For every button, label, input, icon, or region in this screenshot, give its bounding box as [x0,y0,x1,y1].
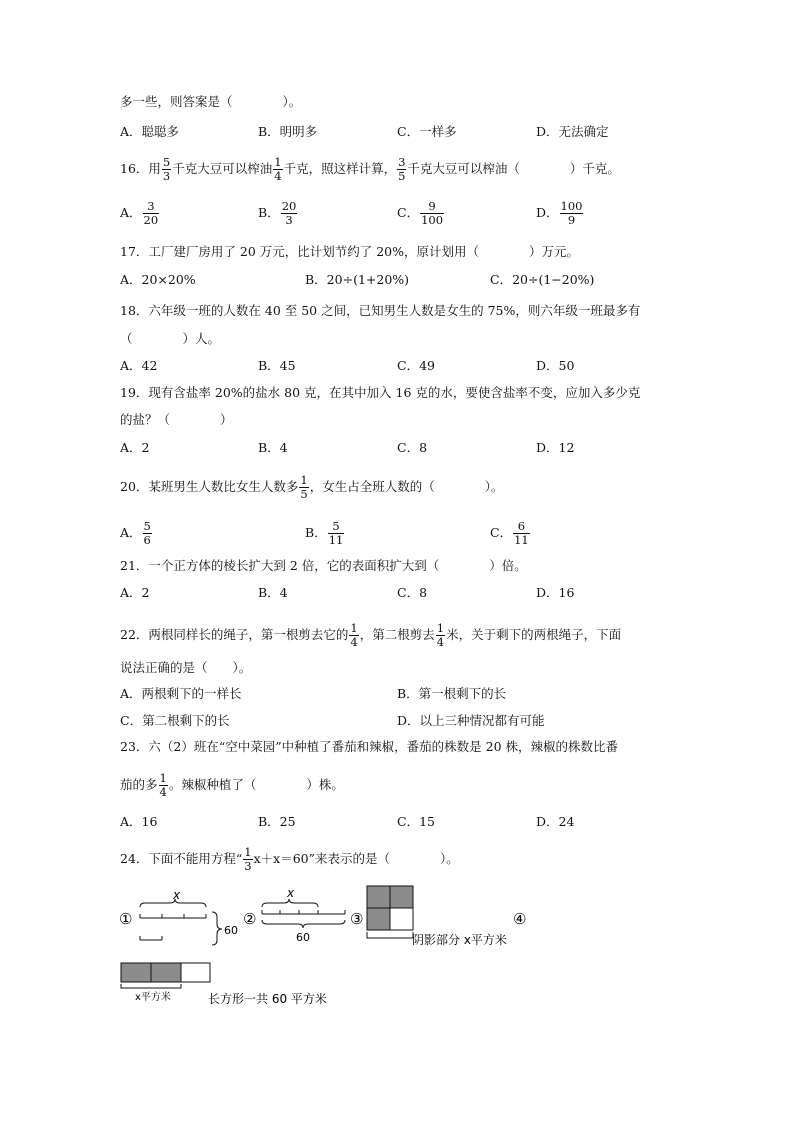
q22-question-line2: 说法正确的是（ ）。 [120,660,252,675]
q17-option-b[interactable]: B．20÷(1+20%) [305,272,410,287]
fraction-denominator: 4 [274,169,282,183]
q20-text-2: ，女生占全班人数的（ ）。 [309,479,504,494]
q21-option-b[interactable]: B．4 [258,585,288,600]
fraction-numerator: 20 [281,199,297,213]
figure-2-60-label: 60 [296,931,310,944]
option-label: C． [490,525,513,540]
fraction-denominator: 4 [436,635,445,649]
option-label: D． [536,205,559,220]
q18-question-line1: 18．六年级一班的人数在 40 至 50 之间，已知男生人数是女生的 75%，则六年级一班最多有 [120,303,641,318]
q22-option-c[interactable]: C．第二根剩下的长 [120,713,230,728]
q15-option-c[interactable]: C．一样多 [397,124,457,139]
q21-option-d[interactable]: D．16 [536,585,575,600]
q16-text-2: 千克大豆可以榨油 [172,161,273,176]
fraction-denominator: 5 [398,169,406,183]
q23-question-line1: 23．六（2）班在“空中菜园”中种植了番茄和辣椒，番茄的株数是 20 株，辣椒的株数比番 [120,739,618,754]
q23-text-2: 。辣椒种植了（ ）株。 [168,777,344,792]
figure-4-rect-label: 长方形一共 60 平方米 [208,992,327,1006]
fraction-numerator: 5 [162,155,171,169]
figure-1-60-label: 60 [224,924,238,937]
option-label: B． [258,205,280,220]
figure-3-shaded-square [367,886,390,908]
q18-option-d[interactable]: D．50 [536,358,575,373]
fraction-numerator: 9 [420,200,444,214]
option-label: A． [120,205,142,220]
fraction-denominator: 4 [159,785,167,799]
q15-option-b[interactable]: B．明明多 [258,124,318,139]
q20-text-1: 20．某班男生人数比女生人数多 [120,479,299,494]
q16-text-1: 16．用 [120,161,161,176]
fraction-denominator: 9 [567,213,576,227]
figure-2-top-brace [262,899,318,907]
fraction-numerator: 6 [513,520,530,534]
figure-3-blank-square [390,908,413,930]
fraction-denominator: 3 [285,213,293,227]
fraction-denominator: 4 [350,635,358,649]
fraction-numerator: 1 [300,473,308,487]
figure-3-number: ③ [350,910,364,928]
q24-text-2: x＋x＝60”来表示的是（ ）。 [253,851,459,866]
q15-option-d[interactable]: D．无法确定 [536,124,609,139]
fraction-numerator: 3 [143,200,160,214]
figure-3-bracket [367,932,413,938]
fraction-denominator: 20 [143,213,159,227]
q22-text-3: 米，关于剩下的两根绳子，下面 [446,627,622,642]
fraction-denominator: 100 [421,213,444,227]
q22-option-a[interactable]: A．两根剩下的一样长 [120,686,242,701]
figure-2-x-label: x [287,886,295,900]
q21-question: 21．一个正方体的棱长扩大到 2 倍，它的表面积扩大到（ ）倍。 [120,558,527,573]
q18-option-b[interactable]: B．45 [258,358,296,373]
fraction-numerator: 5 [328,520,345,534]
figure-4-shaded-part [121,963,151,982]
figure-2-number: ② [243,910,257,928]
fraction-numerator: 1 [159,771,167,785]
fraction-denominator: 11 [514,533,529,547]
figure-2-bottom-brace [262,920,345,928]
q23-option-d[interactable]: D．24 [536,814,575,829]
q15-text-tail: 多一些，则答案是（ ）。 [120,94,302,109]
q23-option-c[interactable]: C．15 [397,814,435,829]
q22-text-2: ，第二根剪去 [359,627,435,642]
option-label: B． [305,525,327,540]
q19-option-a[interactable]: A．2 [120,440,150,455]
q17-option-c[interactable]: C．20÷(1−20%) [490,272,595,287]
fraction-denominator: 5 [300,487,308,501]
q21-option-c[interactable]: C．8 [397,585,428,600]
q17-question: 17．工厂建厂房用了 20 万元，比计划节约了 20%，原计划用（ ）万元。 [120,244,580,259]
fraction-numerator: 1 [436,621,445,635]
figure-4-blank-part [181,963,210,982]
figure-4-number: ④ [513,910,527,928]
figure-1-number: ① [119,910,133,928]
q19-option-b[interactable]: B．4 [258,440,288,455]
fraction-denominator: 11 [328,533,344,547]
q22-text-1: 22．两根同样长的绳子，第一根剪去它的 [120,627,349,642]
option-label: A． [120,525,142,540]
fraction-numerator: 1 [244,845,252,859]
q23-option-b[interactable]: B．25 [258,814,296,829]
fraction-numerator: 5 [143,519,151,533]
q16-text-3: 千克，照这样计算， [283,161,397,176]
figure-3-shaded-square [390,886,413,908]
option-label: C． [397,205,420,220]
q18-option-a[interactable]: A．42 [120,358,158,373]
q19-question-line2: 的盐？（ ） [120,412,233,427]
figure-4-bracket [121,984,181,988]
figure-4-x-sqm-label: x平方米 [135,992,171,1003]
fraction-denominator: 3 [244,859,252,873]
q17-option-a[interactable]: A．20×20% [120,272,196,287]
figure-3-shaded-square [367,908,390,930]
q19-option-c[interactable]: C．8 [397,440,428,455]
q16-text-4: 千克大豆可以榨油（ ）千克。 [407,161,620,176]
q23-option-a[interactable]: A．16 [120,814,158,829]
q19-question-line1: 19．现有含盐率 20%的盐水 80 克，在其中加入 16 克的水，要使含盐率不变，应加入多少克 [120,385,641,400]
fraction-numerator: 3 [398,155,406,169]
figure-4-shaded-part [151,963,181,982]
q18-option-c[interactable]: C．49 [397,358,435,373]
q18-question-line2: （ ）人。 [120,331,221,346]
fraction-numerator: 1 [274,155,282,169]
fraction-numerator: 1 [350,621,358,635]
q24-text-1: 24．下面不能用方程“ [120,851,243,866]
q23-text-1: 茄的多 [120,777,158,792]
fraction-numerator: 100 [560,199,583,213]
figure-1-right-brace [212,912,222,945]
q15-option-a[interactable]: A．聪聪多 [120,124,180,139]
fraction-denominator: 3 [162,169,171,183]
q19-option-d[interactable]: D．12 [536,440,575,455]
q22-option-b[interactable]: B．第一根剩下的长 [397,686,507,701]
figure-1-x-label: x [173,888,181,902]
q22-option-d[interactable]: D．以上三种情况都有可能 [397,713,545,728]
figure-3-label: 阴影部分 x平方米 [412,933,507,947]
q21-option-a[interactable]: A．2 [120,585,150,600]
fraction-denominator: 6 [143,533,151,547]
